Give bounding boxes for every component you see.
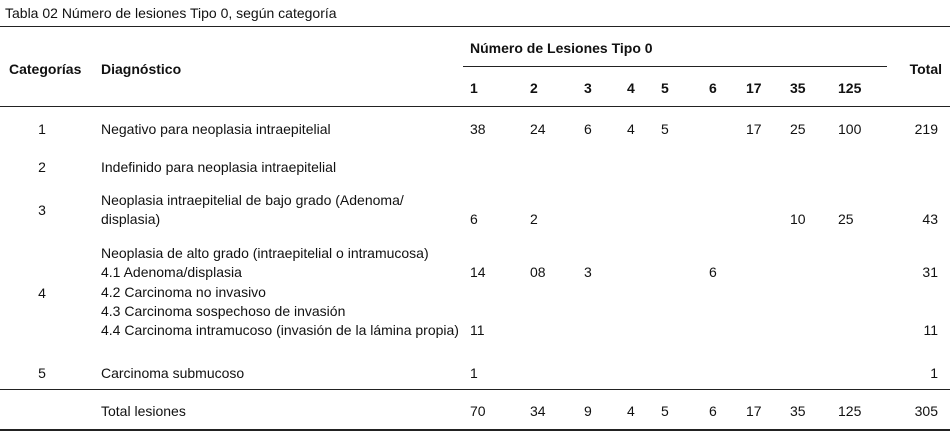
table-cell: 6 xyxy=(584,121,592,137)
total-cell: 125 xyxy=(838,403,862,419)
row-total: 11 xyxy=(923,322,938,338)
row-diagnosis: Negativo para neoplasia intraepitelial xyxy=(101,121,331,137)
table-cell: 2 xyxy=(530,211,538,227)
table-cell: 1 xyxy=(470,365,478,381)
row-diagnosis: 4.3 Carcinoma sospechoso de invasión xyxy=(101,303,346,319)
total-cell: 5 xyxy=(661,403,669,419)
header-col: 6 xyxy=(709,80,717,96)
row-category: 3 xyxy=(38,202,46,218)
lesions-group-rule xyxy=(463,66,887,67)
table-cell: 10 xyxy=(790,211,806,227)
header-total: Total xyxy=(909,61,942,77)
header-categorias: Categorías xyxy=(9,61,82,77)
table-cell: 17 xyxy=(746,121,762,137)
header-col: 4 xyxy=(627,80,635,96)
total-cell: 34 xyxy=(530,403,546,419)
row-category: 2 xyxy=(38,159,46,175)
table-cell: 25 xyxy=(838,211,854,227)
row-category: 5 xyxy=(38,365,46,381)
table-cell: 6 xyxy=(709,264,717,280)
header-col: 5 xyxy=(661,80,669,96)
table-cell: 3 xyxy=(584,264,592,280)
header-col: 17 xyxy=(746,80,762,96)
row-category: 4 xyxy=(38,285,46,301)
row-total: 219 xyxy=(914,121,938,137)
header-diagnostico: Diagnóstico xyxy=(101,61,182,77)
table-cell: 14 xyxy=(470,264,486,280)
total-cell: 35 xyxy=(790,403,806,419)
row-diagnosis: Neoplasia intraepitelial de bajo grado (Adenoma/ xyxy=(101,192,404,208)
table-cell: 11 xyxy=(470,322,485,338)
table-cell: 4 xyxy=(627,121,635,137)
row-total: 43 xyxy=(922,211,938,227)
row-category: 1 xyxy=(38,121,46,137)
row-diagnosis: 4.1 Adenoma/displasia xyxy=(101,264,242,280)
table-cell: 24 xyxy=(530,121,546,137)
table-title: Tabla 02 Número de lesiones Tipo 0, según categoría xyxy=(5,5,337,21)
totals-top-rule xyxy=(0,389,950,390)
header-col: 35 xyxy=(790,80,806,96)
header-col: 3 xyxy=(584,80,592,96)
row-diagnosis: 4.2 Carcinoma no invasivo xyxy=(101,284,266,300)
grand-total: 305 xyxy=(914,403,938,419)
row-diagnosis: Indefinido para neoplasia intraepitelial xyxy=(101,159,337,175)
row-diagnosis: displasia) xyxy=(101,211,161,227)
total-cell: 70 xyxy=(470,403,486,419)
row-diagnosis: 4.4 Carcinoma intramucoso (invasión de la lámina propia) xyxy=(101,322,459,338)
table-cell: 25 xyxy=(790,121,806,137)
total-cell: 9 xyxy=(584,403,592,419)
bottom-rule xyxy=(0,429,950,431)
header-col: 125 xyxy=(838,80,862,96)
header-col: 2 xyxy=(530,80,538,96)
table-cell: 5 xyxy=(661,121,669,137)
totals-label: Total lesiones xyxy=(101,403,186,419)
row-total: 1 xyxy=(930,365,938,381)
row-total: 31 xyxy=(922,264,938,280)
row-diagnosis: Carcinoma submucoso xyxy=(101,365,245,381)
table-cell: 38 xyxy=(470,121,486,137)
total-cell: 6 xyxy=(709,403,717,419)
table-cell: 08 xyxy=(530,264,546,280)
table-cell: 6 xyxy=(470,211,478,227)
table-cell: 100 xyxy=(838,121,862,137)
header-bottom-rule xyxy=(0,106,950,107)
header-col: 1 xyxy=(470,80,478,96)
top-rule xyxy=(0,26,950,27)
header-lesions-group: Número de Lesiones Tipo 0 xyxy=(470,40,653,56)
row-diagnosis: Neoplasia de alto grado (intraepitelial o intramucosa) xyxy=(101,245,429,261)
total-cell: 4 xyxy=(627,403,635,419)
total-cell: 17 xyxy=(746,403,762,419)
